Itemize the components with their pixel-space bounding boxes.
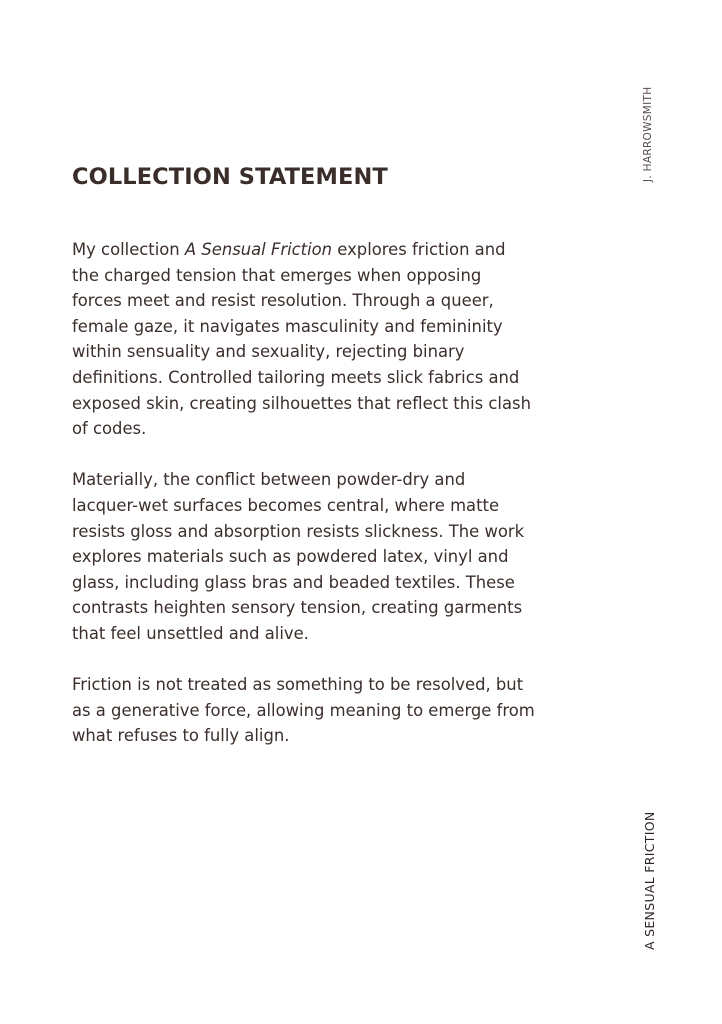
text-line: of codes. [72, 419, 147, 439]
text-line: Materially, the conflict between powder-dry and [72, 470, 466, 490]
paragraph-1 [72, 237, 612, 442]
text-line: forces meet and resist resolution. Through a queer, [72, 291, 494, 311]
text-line: contrasts heighten sensory tension, creating garments [72, 598, 523, 618]
statement-body [72, 237, 612, 774]
text-line: explores materials such as powdered latex, vinyl and [72, 547, 509, 567]
text-line: female gaze, it navigates masculinity and femininity [72, 316, 503, 336]
text-line: as a generative force, allowing meaning to emerge from [72, 700, 535, 720]
text-line: definitions. Controlled tailoring meets slick fabrics and [72, 367, 520, 387]
text-line: exposed skin, creating silhouettes that reflect this clash [72, 393, 531, 413]
side-author-label: J. HARROWSMITH [642, 86, 654, 182]
collection-name-italic: A Sensual Friction [184, 240, 333, 259]
paragraph-2 [72, 467, 612, 646]
text-line: within sensuality and sexuality, rejecting binary [72, 342, 465, 362]
side-collection-label: A SENSUAL FRICTION [642, 811, 657, 950]
text-line: My collection A Sensual Friction explores friction and [72, 240, 506, 259]
page-title: COLLECTION STATEMENT [72, 164, 388, 190]
text-line: glass, including glass bras and beaded textiles. These [72, 572, 515, 592]
text-line: resists gloss and absorption resists slickness. The work [72, 521, 525, 541]
text-line: the charged tension that emerges when opposing [72, 265, 482, 285]
text-line: Friction is not treated as something to be resolved, but [72, 675, 524, 695]
text-line: lacquer-wet surfaces becomes central, where matte [72, 495, 500, 515]
text-line: that feel unsettled and alive. [72, 623, 309, 643]
paragraph-3 [72, 672, 612, 749]
text-line: what refuses to fully align. [72, 726, 290, 746]
